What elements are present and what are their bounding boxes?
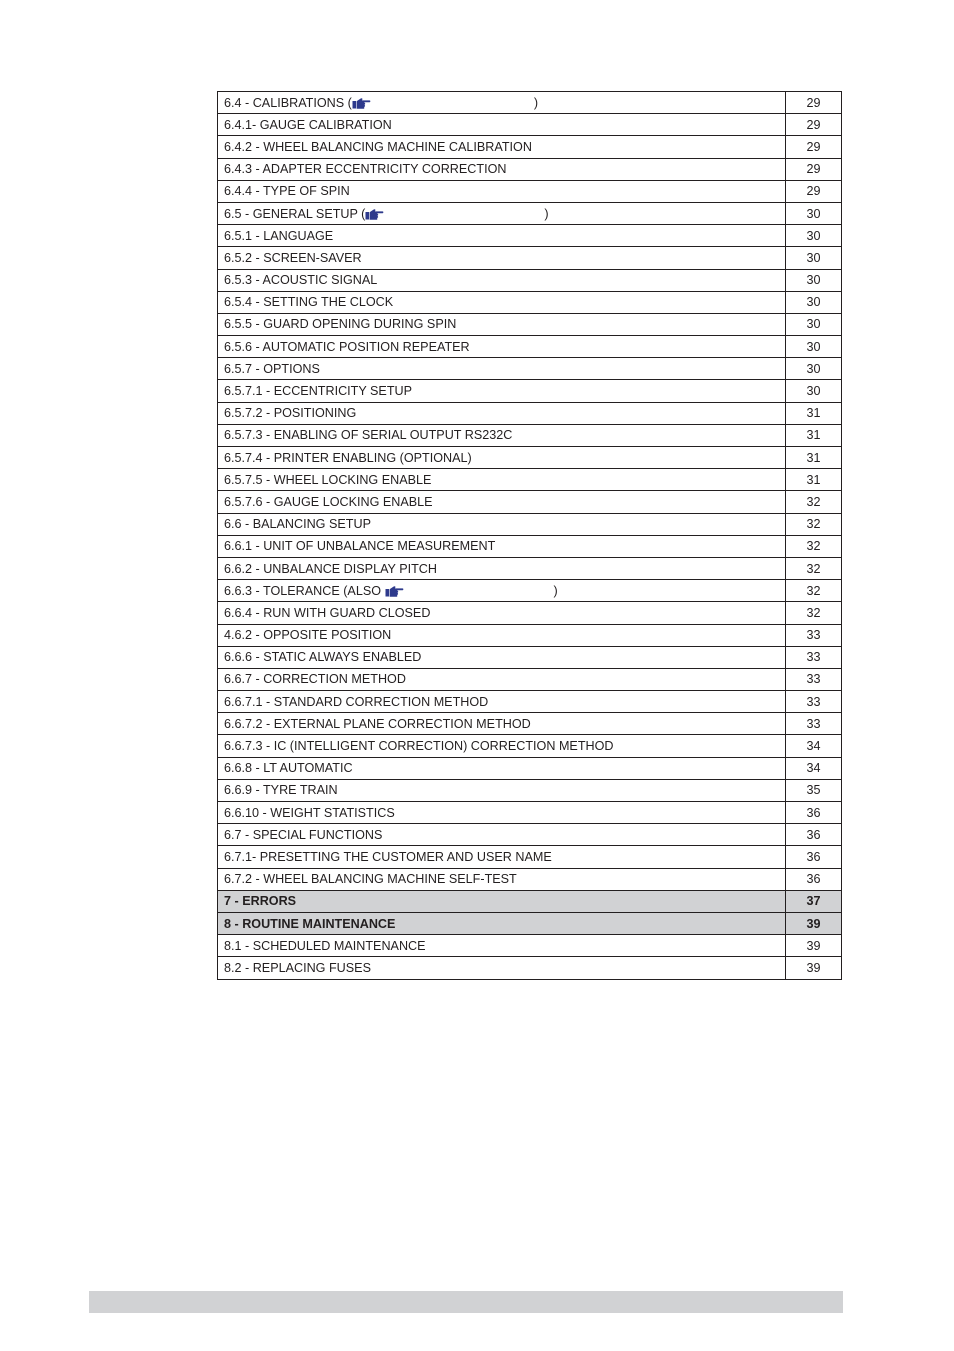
toc-entry-title: 6.4.2 - WHEEL BALANCING MACHINE CALIBRATION [224, 139, 532, 154]
toc-row [218, 358, 842, 380]
toc-entry-page-number: 36 [786, 802, 842, 824]
toc-row [218, 580, 842, 602]
toc-entry-title: 6.5.6 - AUTOMATIC POSITION REPEATER [224, 339, 470, 354]
toc-entry-title: 6.5.7 - OPTIONS [224, 361, 320, 376]
toc-entry-title: 6.5.7.5 - WHEEL LOCKING ENABLE [224, 472, 432, 487]
toc-row [218, 713, 842, 735]
toc-row [218, 247, 842, 269]
toc-row [218, 513, 842, 535]
toc-entry-title: 6.6.10 - WEIGHT STATISTICS [224, 805, 395, 820]
toc-entry-title-suffix: ) [544, 206, 549, 221]
toc-entry-title: 6.4.1- GAUGE CALIBRATION [224, 117, 392, 132]
toc-entry-title-cell [218, 757, 786, 779]
toc-entry-page-number: 32 [786, 535, 842, 557]
toc-entry-page-number: 33 [786, 624, 842, 646]
toc-entry-page-number: 33 [786, 713, 842, 735]
toc-entry-page-number: 36 [786, 868, 842, 890]
toc-entry-title-cell [218, 691, 786, 713]
toc-entry-title-cell [218, 824, 786, 846]
toc-entry-page-number: 30 [786, 358, 842, 380]
toc-row [218, 202, 842, 224]
toc-entry-title-cell [218, 957, 786, 979]
toc-entry-page-number: 30 [786, 269, 842, 291]
toc-entry-page-number: 29 [786, 136, 842, 158]
toc-entry-title: 6.6.7.1 - STANDARD CORRECTION METHOD [224, 694, 489, 709]
toc-entry-page-number: 39 [786, 957, 842, 979]
toc-entry-title-cell [218, 424, 786, 446]
toc-entry-page-number: 32 [786, 557, 842, 579]
toc-row [218, 535, 842, 557]
toc-entry-page-number: 39 [786, 912, 842, 934]
toc-entry-title: 6.6.6 - STATIC ALWAYS ENABLED [224, 650, 422, 665]
toc-entry-title-cell [218, 912, 786, 934]
toc-entry-page-number: 30 [786, 313, 842, 335]
toc-entry-page-number: 32 [786, 491, 842, 513]
toc-entry-page-number: 31 [786, 424, 842, 446]
toc-entry-title: 6.4 - CALIBRATIONS ( [224, 95, 352, 110]
toc-entry-title: 8 - ROUTINE MAINTENANCE [224, 916, 396, 931]
toc-row [218, 269, 842, 291]
toc-row [218, 868, 842, 890]
toc-entry-title-cell [218, 735, 786, 757]
toc-entry-title: 8.2 - REPLACING FUSES [224, 960, 371, 975]
toc-entry-title-cell [218, 602, 786, 624]
toc-entry-title: 6.6.7.2 - EXTERNAL PLANE CORRECTION METHOD [224, 716, 531, 731]
toc-entry-title-cell [218, 779, 786, 801]
toc-entry-title: 6.6.4 - RUN WITH GUARD CLOSED [224, 605, 431, 620]
toc-row [218, 291, 842, 313]
toc-entry-title-cell [218, 313, 786, 335]
toc-row [218, 114, 842, 136]
toc-entry-page-number: 32 [786, 513, 842, 535]
toc-row [218, 158, 842, 180]
toc-entry-title-suffix: ) [553, 583, 558, 598]
toc-row [218, 380, 842, 402]
toc-entry-page-number: 33 [786, 646, 842, 668]
toc-entry-title: 6.5.2 - SCREEN-SAVER [224, 250, 362, 265]
toc-entry-title: 6.7.2 - WHEEL BALANCING MACHINE SELF-TEST [224, 872, 517, 887]
toc-entry-title-cell [218, 802, 786, 824]
toc-entry-title: 6.6.9 - TYRE TRAIN [224, 783, 338, 798]
toc-entry-title-cell [218, 890, 786, 912]
pointing-hand-icon [352, 97, 371, 109]
toc-entry-title-cell [218, 447, 786, 469]
toc-row [218, 957, 842, 979]
toc-row [218, 624, 842, 646]
toc-entry-title: 6.5.1 - LANGUAGE [224, 228, 334, 243]
toc-row [218, 336, 842, 358]
toc-entry-page-number: 30 [786, 247, 842, 269]
toc-row [218, 180, 842, 202]
toc-entry-title-cell [218, 557, 786, 579]
toc-entry-title-cell [218, 225, 786, 247]
toc-entry-title-cell [218, 269, 786, 291]
toc-row [218, 225, 842, 247]
toc-entry-title: 6.5 - GENERAL SETUP ( [224, 206, 366, 221]
toc-entry-title-cell [218, 469, 786, 491]
toc-row [218, 912, 842, 934]
toc-row [218, 890, 842, 912]
toc-entry-title-cell [218, 336, 786, 358]
toc-entry-title-cell [218, 713, 786, 735]
toc-entry-title-cell [218, 402, 786, 424]
toc-entry-title: 6.5.4 - SETTING THE CLOCK [224, 295, 394, 310]
toc-row [218, 646, 842, 668]
toc-entry-page-number: 30 [786, 380, 842, 402]
toc-entry-title-cell [218, 491, 786, 513]
toc-row [218, 802, 842, 824]
toc-entry-title: 8.1 - SCHEDULED MAINTENANCE [224, 938, 426, 953]
toc-entry-page-number: 29 [786, 92, 842, 114]
toc-row [218, 491, 842, 513]
toc-entry-page-number: 30 [786, 336, 842, 358]
toc-entry-page-number: 30 [786, 225, 842, 247]
toc-entry-title: 6.5.3 - ACOUSTIC SIGNAL [224, 273, 378, 288]
toc-entry-title-cell [218, 358, 786, 380]
toc-entry-page-number: 31 [786, 447, 842, 469]
toc-row [218, 935, 842, 957]
toc-row [218, 691, 842, 713]
pointing-hand-icon [365, 208, 384, 220]
toc-entry-title-cell [218, 247, 786, 269]
toc-entry-page-number: 31 [786, 402, 842, 424]
toc-entry-title: 6.6.7 - CORRECTION METHOD [224, 672, 406, 687]
toc-entry-page-number: 36 [786, 846, 842, 868]
table-of-contents [217, 91, 842, 980]
toc-row [218, 447, 842, 469]
toc-entry-title: 6.5.7.1 - ECCENTRICITY SETUP [224, 384, 413, 399]
toc-row [218, 779, 842, 801]
toc-entry-page-number: 29 [786, 180, 842, 202]
toc-entry-title-cell [218, 158, 786, 180]
footer-bar [89, 1291, 843, 1313]
toc-entry-title-cell [218, 846, 786, 868]
toc-entry-title-cell [218, 668, 786, 690]
toc-entry-page-number: 29 [786, 114, 842, 136]
toc-entry-title: 4.6.2 - OPPOSITE POSITION [224, 628, 392, 643]
toc-entry-title: 6.4.3 - ADAPTER ECCENTRICITY CORRECTION [224, 162, 507, 177]
toc-entry-title-cell [218, 580, 786, 602]
toc-entry-page-number: 36 [786, 824, 842, 846]
toc-row [218, 136, 842, 158]
toc-row [218, 757, 842, 779]
toc-entry-title-suffix: ) [533, 95, 539, 110]
toc-entry-title: 6.4.4 - TYPE OF SPIN [224, 184, 350, 199]
toc-entry-page-number: 33 [786, 668, 842, 690]
toc-entry-title: 6.5.7.4 - PRINTER ENABLING (OPTIONAL) [224, 450, 472, 465]
toc-entry-title: 6.6 - BALANCING SETUP [224, 517, 371, 532]
toc-entry-title-cell [218, 535, 786, 557]
toc-entry-page-number: 30 [786, 202, 842, 224]
toc-body [218, 92, 842, 980]
toc-entry-title: 6.6.1 - UNIT OF UNBALANCE MEASUREMENT [224, 539, 496, 554]
toc-entry-page-number: 39 [786, 935, 842, 957]
toc-entry-title: 6.6.3 - TOLERANCE (ALSO [224, 583, 385, 598]
toc-row [218, 469, 842, 491]
toc-entry-title-cell [218, 646, 786, 668]
toc-entry-title: 6.7.1- PRESETTING THE CUSTOMER AND USER NAME [224, 849, 552, 864]
toc-entry-page-number: 35 [786, 779, 842, 801]
toc-entry-page-number: 32 [786, 580, 842, 602]
toc-entry-page-number: 34 [786, 735, 842, 757]
toc-row [218, 313, 842, 335]
toc-entry-title: 6.5.7.3 - ENABLING OF SERIAL OUTPUT RS232C [224, 428, 513, 443]
toc-entry-title: 6.6.8 - LT AUTOMATIC [224, 761, 353, 776]
toc-entry-page-number: 32 [786, 602, 842, 624]
toc-entry-title: 6.5.7.6 - GAUGE LOCKING ENABLE [224, 494, 433, 509]
toc-row [218, 92, 842, 114]
toc-entry-page-number: 34 [786, 757, 842, 779]
toc-entry-title: 7 - ERRORS [224, 894, 297, 909]
toc-entry-title-cell [218, 513, 786, 535]
toc-entry-title-cell [218, 868, 786, 890]
toc-entry-title-cell [218, 114, 786, 136]
toc-entry-title-cell [218, 180, 786, 202]
toc-entry-title: 6.6.7.3 - IC (INTELLIGENT CORRECTION) CORRECTION METHOD [224, 739, 614, 754]
toc-row [218, 735, 842, 757]
toc-row [218, 846, 842, 868]
toc-row [218, 824, 842, 846]
toc-entry-title-cell [218, 291, 786, 313]
toc-entry-page-number: 30 [786, 291, 842, 313]
toc-entry-page-number: 37 [786, 890, 842, 912]
toc-row [218, 668, 842, 690]
toc-entry-title-cell [218, 935, 786, 957]
toc-entry-title-cell [218, 624, 786, 646]
toc-entry-title-cell [218, 92, 786, 114]
toc-entry-page-number: 31 [786, 469, 842, 491]
toc-entry-title-cell [218, 380, 786, 402]
toc-row [218, 424, 842, 446]
toc-row [218, 402, 842, 424]
toc-entry-title: 6.5.7.2 - POSITIONING [224, 406, 357, 421]
toc-entry-title-cell [218, 136, 786, 158]
toc-entry-page-number: 29 [786, 158, 842, 180]
pointing-hand-icon [385, 585, 404, 597]
toc-entry-title-cell [218, 202, 786, 224]
toc-entry-title: 6.6.2 - UNBALANCE DISPLAY PITCH [224, 561, 437, 576]
toc-row [218, 557, 842, 579]
toc-entry-title: 6.5.5 - GUARD OPENING DURING SPIN [224, 317, 457, 332]
toc-entry-title: 6.7 - SPECIAL FUNCTIONS [224, 827, 383, 842]
toc-entry-page-number: 33 [786, 691, 842, 713]
toc-row [218, 602, 842, 624]
